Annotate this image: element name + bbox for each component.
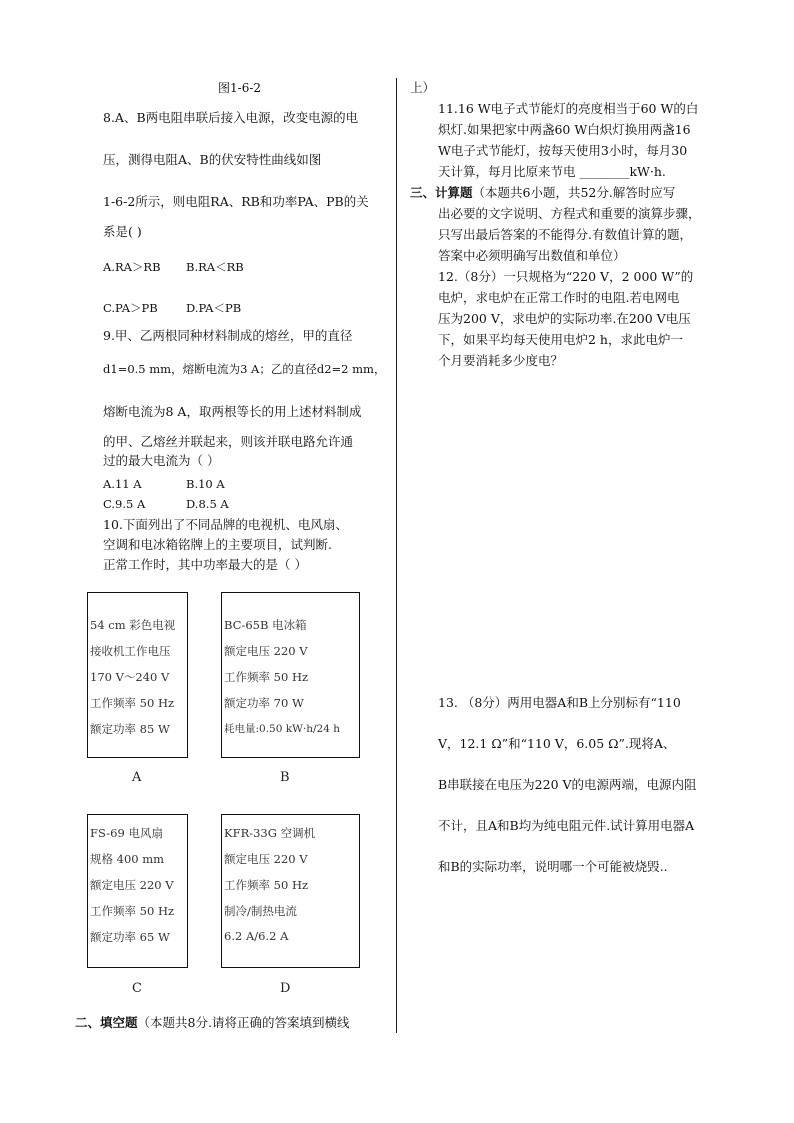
q11-line-1: 11.16 W电子式节能灯的亮度相当于60 W的白 (438, 101, 699, 116)
nameplate-b (221, 592, 360, 758)
q9-option-b: B.10 A (186, 477, 225, 491)
q11-line-4: 天计算，每月比原来节电 ________kW·h. (438, 164, 666, 179)
nameplate-a-label: A (132, 770, 142, 785)
q8-option-a: A.RA＞RB (103, 260, 161, 274)
nameplate-c-line: 额定功率 65 W (90, 930, 170, 944)
nameplate-d-line: 制冷/制热电流 (224, 904, 297, 918)
q10-line-2: 空调和电冰箱铭牌上的主要项目，试判断. (103, 537, 332, 552)
q9-option-c: C.9.5 A (103, 497, 146, 511)
section-2-heading (75, 1015, 349, 1031)
q8-option-d: D.PA＜PB (186, 301, 242, 315)
q13-line-2: V，12.1 Ω”和“110 V，6.05 Ω”.现将A、 (438, 736, 676, 751)
q12-line-3: 压为200 V，求电炉的实际功率.在200 V电压 (438, 311, 691, 326)
q9-line-3: 熔断电流为8 A，取两根等长的用上述材料制成 (103, 404, 362, 419)
q10-line-3: 正常工作时，其中功率最大的是（ ） (103, 557, 307, 572)
nameplate-c (87, 814, 188, 968)
q12-line-5: 个月要消耗多少度电？ (438, 353, 564, 368)
q11-line-3: W电子式节能灯，按每天使用3小时，每月30 (438, 143, 688, 158)
section-2-continued: 上） (410, 80, 436, 95)
nameplate-a (87, 592, 188, 758)
q13-line-3: B串联接在电压为220 V的电源两端，电源内阻 (438, 777, 697, 792)
section-3-line-3: 只写出最后答案的不能得分.有数值计算的题， (438, 227, 692, 242)
nameplate-b-line: BC-65B 电冰箱 (224, 618, 307, 632)
nameplate-c-line: 额定电压 220 V (90, 878, 174, 892)
q12-line-1: 12.（8分）一只规格为“220 V，2 000 W”的 (438, 269, 694, 284)
section-2-desc: （本题共8分.请将正确的答案填到横线 (137, 1015, 350, 1030)
q13-line-5: 和B的实际功率，说明哪一个可能被烧毁.. (438, 859, 668, 874)
section-2-title: 二、填空题 (75, 1015, 138, 1030)
nameplate-b-line: 工作频率 50 Hz (224, 670, 309, 684)
section-3-line-4: 答案中必须明确写出数值和单位） (438, 248, 626, 263)
nameplate-a-line: 工作频率 50 Hz (90, 696, 175, 710)
q13-line-4: 不计，且A和B均为纯电阻元件.试计算用电器A (438, 818, 695, 833)
nameplate-c-line: 工作频率 50 Hz (90, 904, 175, 918)
nameplate-a-line: 接收机工作电压 (90, 644, 171, 658)
nameplate-d-line: KFR-33G 空调机 (224, 826, 316, 840)
q8-line-1: 8.A、B两电阻串联后接入电源，改变电源的电 (103, 110, 359, 125)
nameplate-c-label: C (132, 981, 142, 996)
q9-option-d: D.8.5 A (186, 497, 229, 511)
nameplate-a-line: 额定功率 85 W (90, 722, 170, 736)
q8-option-b: B.RA＜RB (186, 260, 244, 274)
q8-line-3: 1-6-2所示，则电阻RA、RB和功率PA、PB的关 (103, 194, 369, 209)
nameplate-d-line: 6.2 A/6.2 A (224, 929, 289, 943)
section-3-heading (410, 185, 675, 201)
section-3-title: 三、计算题 (410, 185, 473, 200)
q9-line-2: d1=0.5 mm，熔断电流为3 A；乙的直径d2=2 mm， (103, 362, 386, 376)
q12-line-4: 下，如果平均每天使用电炉2 h，求此电炉一 (438, 332, 683, 347)
nameplate-d-line: 额定电压 220 V (224, 852, 308, 866)
q8-line-2: 压，测得电阻A、B的伏安特性曲线如图 (103, 152, 322, 167)
q12-line-2: 电炉，求电炉在正常工作时的电阻.若电网电 (438, 290, 680, 305)
nameplate-b-line: 额定电压 220 V (224, 644, 308, 658)
q13-line-1: 13. （8分）两用电器A和B上分别标有“110 (438, 695, 681, 710)
q9-line-1: 9.甲、乙两根同种材料制成的熔丝，甲的直径 (103, 328, 353, 343)
nameplate-d (221, 814, 360, 968)
section-3-line-2: 出必要的文字说明、方程式和重要的演算步骤， (438, 206, 701, 221)
section-3-desc: （本题共6小题，共52分.解答时应写 (472, 185, 676, 200)
nameplate-b-line: 耗电量:0.50 kW·h/24 h (224, 723, 341, 735)
column-divider (396, 78, 397, 1033)
nameplate-a-line: 170 V～240 V (90, 670, 170, 684)
q8-line-4: 系是( ) (103, 224, 142, 239)
q9-line-5: 过的最大电流为（ ） (103, 453, 220, 468)
nameplate-a-line: 54 cm 彩色电视 (90, 618, 176, 632)
nameplate-c-line: FS-69 电风扇 (90, 826, 163, 840)
q10-line-1: 10.下面列出了不同品牌的电视机、电风扇、 (103, 517, 348, 532)
q8-option-c: C.PA＞PB (103, 301, 158, 315)
figure-caption: 图1-6-2 (218, 81, 262, 95)
nameplate-c-line: 规格 400 mm (90, 852, 165, 866)
nameplate-b-line: 额定功率 70 W (224, 696, 304, 710)
q11-line-2: 炽灯.如果把家中两盏60 W白炽灯换用两盏16 (438, 122, 691, 137)
nameplate-d-line: 工作频率 50 Hz (224, 878, 309, 892)
q9-line-4: 的甲、乙熔丝并联起来，则该并联电路允许通 (103, 434, 354, 449)
nameplate-b-label: B (280, 770, 290, 785)
nameplate-d-label: D (280, 981, 291, 996)
q9-option-a: A.11 A (103, 477, 142, 491)
